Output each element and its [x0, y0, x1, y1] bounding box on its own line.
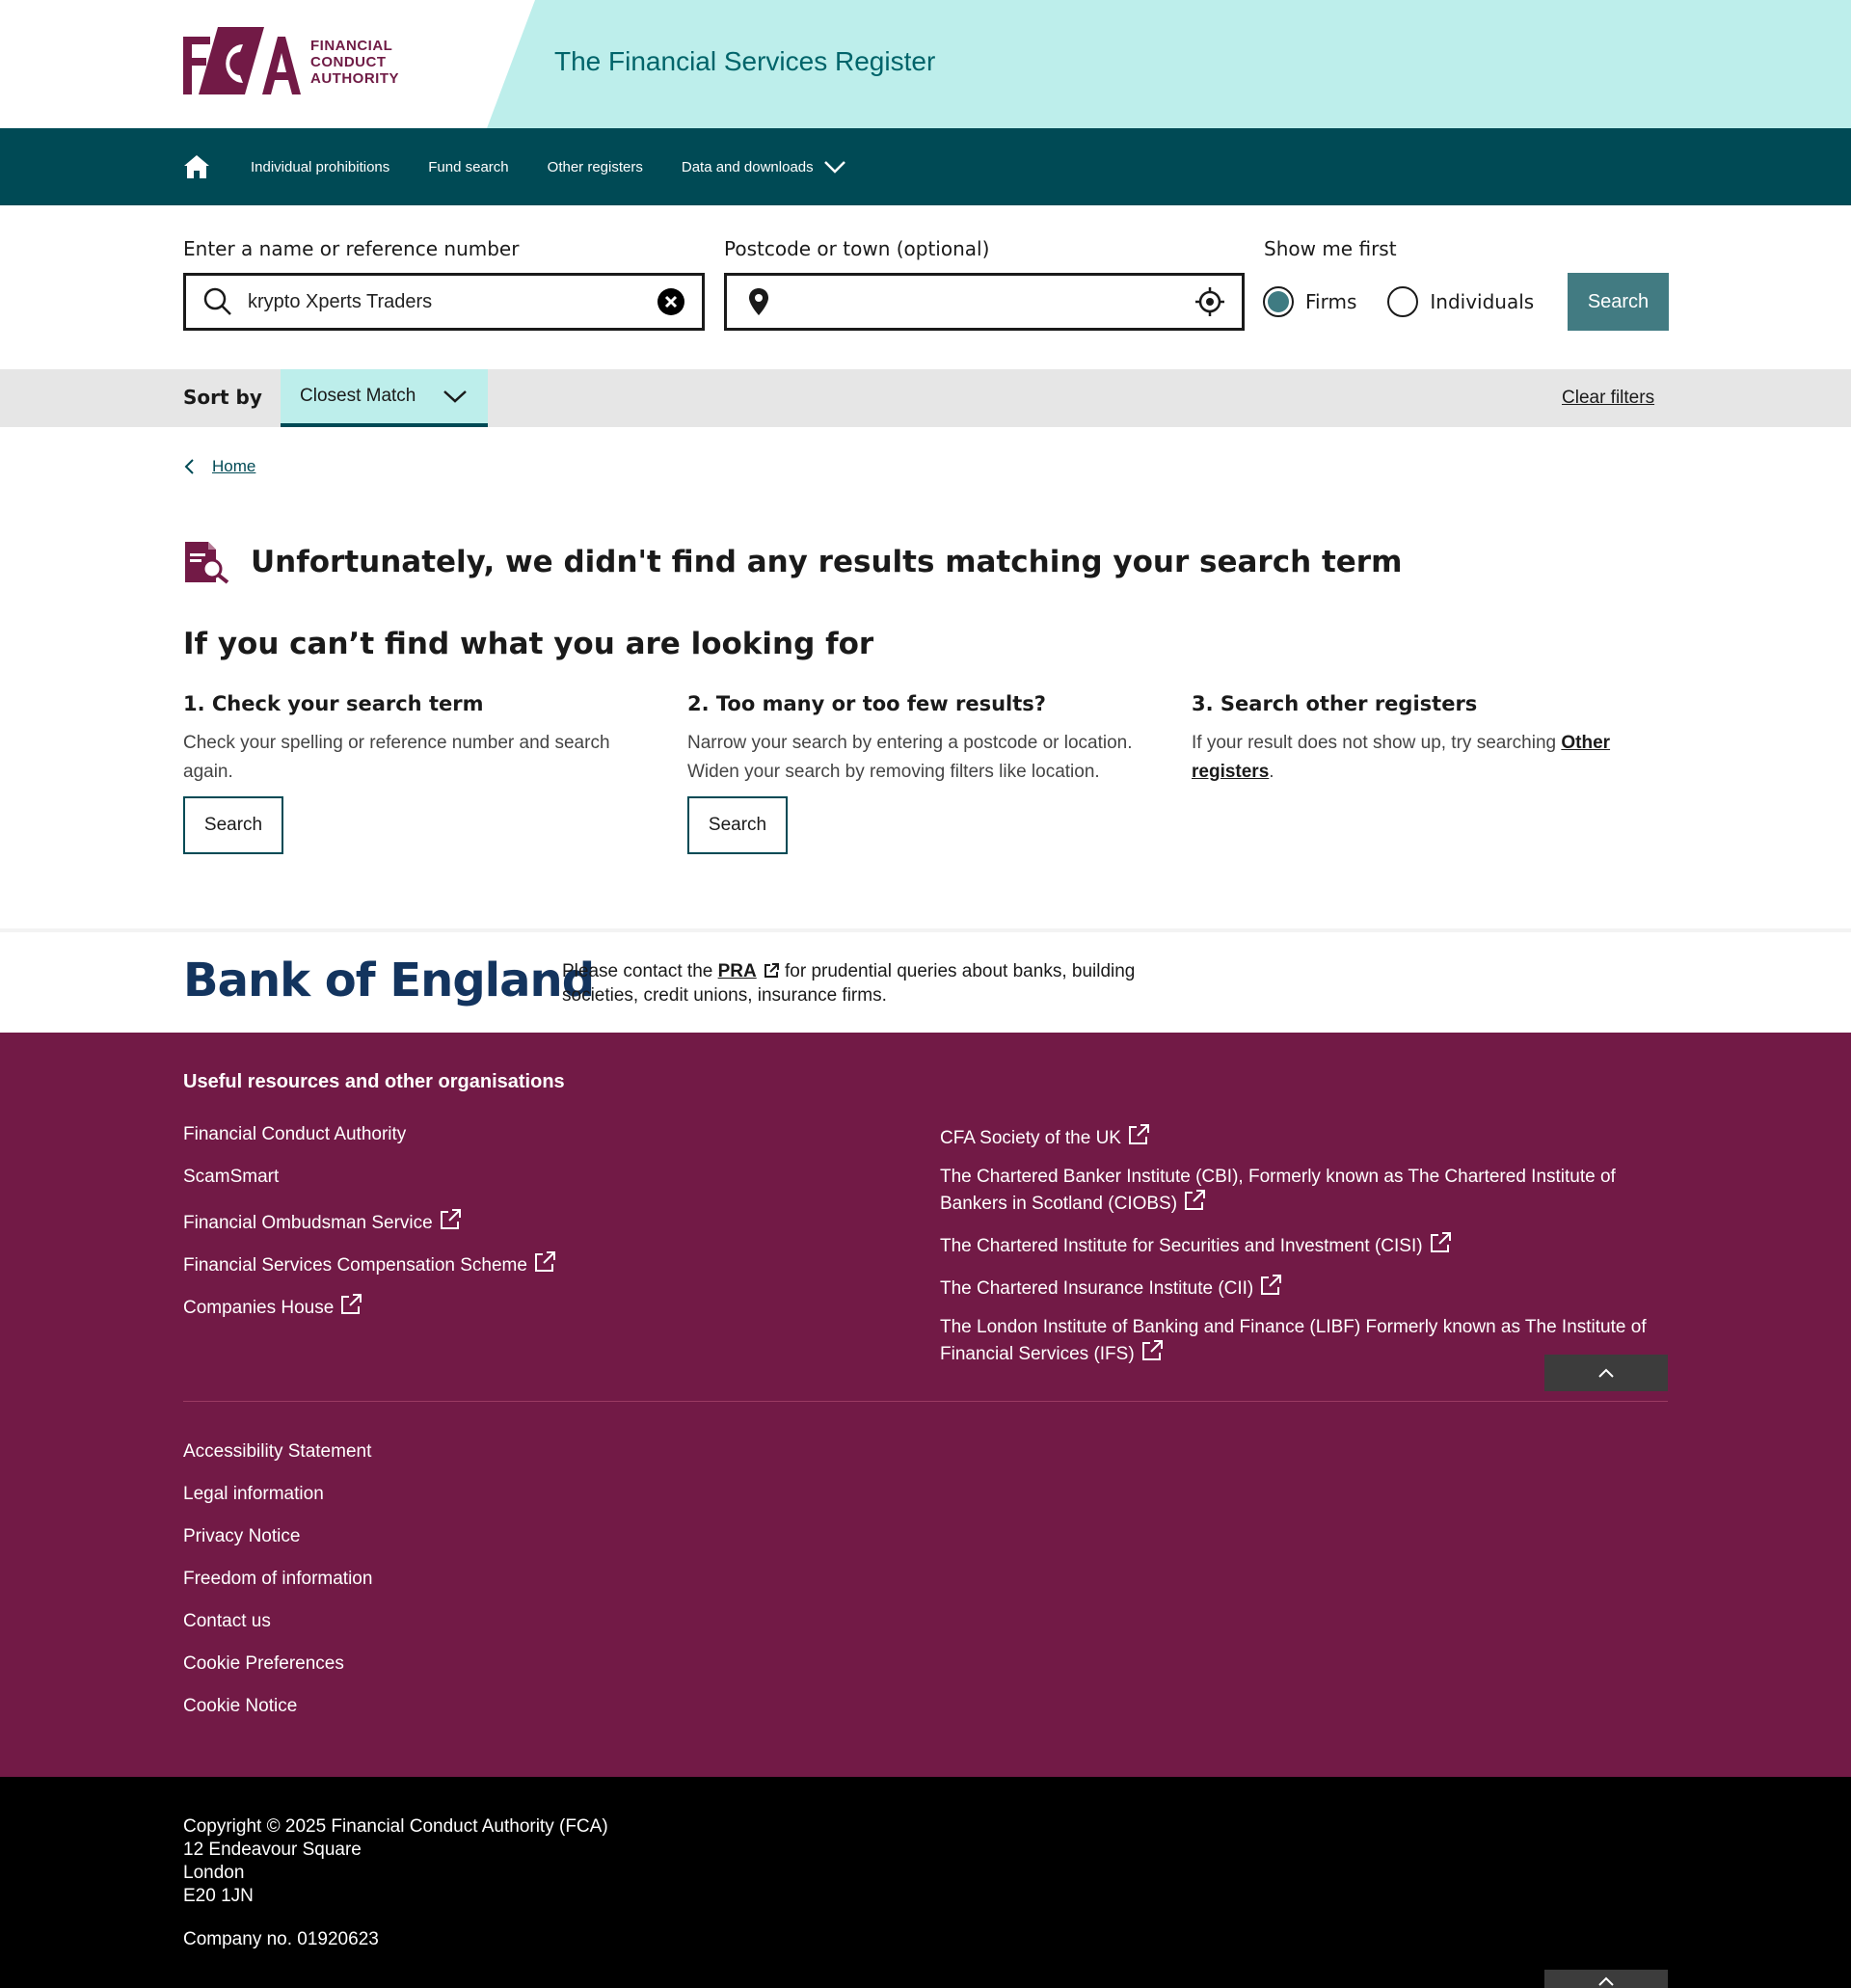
search-button[interactable]: Search	[1568, 273, 1669, 331]
footer-link-privacy[interactable]: Privacy Notice	[183, 1526, 301, 1546]
copyright-address: Copyright © 2025 Financial Conduct Authority (FCA) 12 Endeavour Square London E20 1JN	[183, 1816, 608, 1906]
fca-logo-mark	[183, 27, 301, 96]
footer-link-scamsmart[interactable]: ScamSmart	[183, 1167, 280, 1187]
clear-filters-link[interactable]: Clear filters	[1562, 388, 1655, 408]
nav-fund-search[interactable]: Fund search	[428, 158, 509, 175]
footer-title: Useful resources and other organisations	[183, 1071, 565, 1092]
site-title[interactable]: The Financial Services Register	[554, 46, 936, 76]
radio-firms-label[interactable]: Firms	[1305, 290, 1357, 313]
name-search-input[interactable]: krypto Xperts Traders	[248, 290, 433, 312]
search-icon	[203, 287, 232, 316]
footer-link-libf[interactable]: The London Institute of Banking and Finance (LIBF) Formerly known as The Institute of Financial Services (IFS)	[940, 1317, 1647, 1364]
external-link-icon	[1429, 1231, 1452, 1254]
help-column-2-text: Narrow your search by entering a postcode or location. Widen your search by removing filters like location.	[687, 733, 1133, 782]
sort-select[interactable]	[281, 369, 488, 427]
other-registers-link[interactable]: Other registers	[1192, 733, 1611, 782]
radio-individuals[interactable]	[1387, 286, 1418, 317]
site-footer	[0, 1033, 1851, 1777]
chevron-down-icon	[443, 389, 468, 404]
back-to-top-button-bottom[interactable]	[1544, 1970, 1668, 1988]
help-title: If you can’t find what you are looking for	[183, 627, 874, 661]
boe-strip	[0, 928, 1851, 1033]
external-link-icon	[1140, 1339, 1164, 1362]
fca-logo-text: FINANCIAL CONDUCT AUTHORITY	[310, 37, 399, 87]
company-number: Company no. 01920623	[183, 1929, 379, 1949]
home-icon[interactable]	[183, 152, 212, 181]
footer-link-contact[interactable]: Contact us	[183, 1611, 271, 1631]
radio-individuals-label[interactable]: Individuals	[1430, 290, 1535, 313]
footer-link-cfa[interactable]: CFA Society of the UK	[940, 1123, 1673, 1150]
nav-other-registers[interactable]: Other registers	[547, 158, 643, 175]
footer-link-foi[interactable]: Freedom of information	[183, 1569, 373, 1589]
footer-link-fca[interactable]: Financial Conduct Authority	[183, 1124, 407, 1144]
footer-link-cii[interactable]: The Chartered Insurance Institute (CII)	[940, 1274, 1673, 1301]
boe-text: Please contact the PRA for prudential queries about banks, building societies, credit unions, insurance firms.	[562, 961, 1136, 1006]
external-link-icon	[339, 1293, 362, 1316]
document-search-icon	[183, 540, 229, 584]
footer-link-accessibility[interactable]: Accessibility Statement	[183, 1441, 372, 1462]
radio-firms[interactable]	[1263, 286, 1294, 317]
help-column-3-text: If your result does not show up, try searching Other registers.	[1192, 733, 1611, 782]
help-column-2-title: 2. Too many or too few results?	[687, 692, 1046, 715]
copyright-bar	[0, 1777, 1851, 1988]
breadcrumb-home-link[interactable]: Home	[212, 457, 256, 475]
help-column-1-title: 1. Check your search term	[183, 692, 484, 715]
nav-data-and-downloads[interactable]: Data and downloads	[682, 159, 846, 175]
external-link-icon	[763, 962, 780, 980]
help-column-1	[183, 692, 646, 787]
site-header	[0, 0, 1851, 128]
name-field-label: Enter a name or reference number	[183, 237, 520, 260]
back-to-top-button[interactable]	[1544, 1355, 1668, 1391]
check-search-term-button[interactable]: Search	[183, 796, 283, 854]
chevron-left-icon	[183, 458, 195, 475]
no-results-message	[183, 540, 1402, 584]
footer-link-cookie-notice[interactable]: Cookie Notice	[183, 1696, 298, 1716]
no-results-heading: Unfortunately, we didn't find any results matching your search term	[251, 545, 1403, 579]
footer-link-cisi[interactable]: The Chartered Institute for Securities and Investment (CISI)	[940, 1231, 1673, 1258]
chevron-up-icon	[1597, 1975, 1615, 1987]
external-link-icon	[533, 1250, 556, 1274]
footer-link-fscs[interactable]: Financial Services Compensation Scheme	[183, 1250, 556, 1277]
fca-logo[interactable]	[183, 27, 399, 96]
breadcrumb	[183, 457, 255, 476]
sort-bar	[0, 369, 1851, 427]
refine-results-button[interactable]: Search	[687, 796, 788, 854]
clear-input-icon[interactable]	[657, 288, 684, 315]
external-link-icon	[1127, 1123, 1150, 1146]
chevron-down-icon	[823, 159, 846, 175]
help-column-2	[687, 692, 1150, 787]
pra-link[interactable]: PRA	[717, 961, 757, 981]
help-column-3	[1192, 692, 1654, 787]
sort-by-label: Sort by	[183, 386, 262, 409]
help-column-3-title: 3. Search other registers	[1192, 692, 1478, 715]
footer-divider	[183, 1401, 1668, 1402]
postcode-field[interactable]	[724, 273, 1245, 331]
search-form	[0, 205, 1851, 369]
footer-link-legal[interactable]: Legal information	[183, 1484, 324, 1504]
show-first-label: Show me first	[1264, 237, 1397, 260]
main-nav	[0, 128, 1851, 205]
help-column-1-text: Check your spelling or reference number and search again.	[183, 733, 610, 782]
boe-logo[interactable]: Bank of England	[183, 954, 595, 1007]
show-first-radio-group	[1263, 273, 1553, 331]
footer-link-companies-house[interactable]: Companies House	[183, 1293, 362, 1320]
chevron-up-icon	[1597, 1367, 1615, 1379]
nav-individual-prohibitions[interactable]: Individual prohibitions	[251, 158, 390, 175]
footer-link-cookie-preferences[interactable]: Cookie Preferences	[183, 1653, 344, 1674]
locate-me-icon[interactable]	[1195, 287, 1224, 316]
external-link-icon	[1183, 1189, 1206, 1212]
postcode-field-label: Postcode or town (optional)	[724, 237, 990, 260]
external-link-icon	[439, 1208, 462, 1231]
name-search-field[interactable]	[183, 273, 705, 331]
location-pin-icon	[748, 288, 769, 315]
external-link-icon	[1259, 1274, 1282, 1297]
footer-link-cbi[interactable]: The Chartered Banker Institute (CBI), Formerly known as The Chartered Institute of Bankers in Scotland (CIOBS)	[940, 1167, 1616, 1214]
sort-select-value: Closest Match	[300, 386, 416, 406]
footer-link-ombudsman[interactable]: Financial Ombudsman Service	[183, 1208, 462, 1235]
